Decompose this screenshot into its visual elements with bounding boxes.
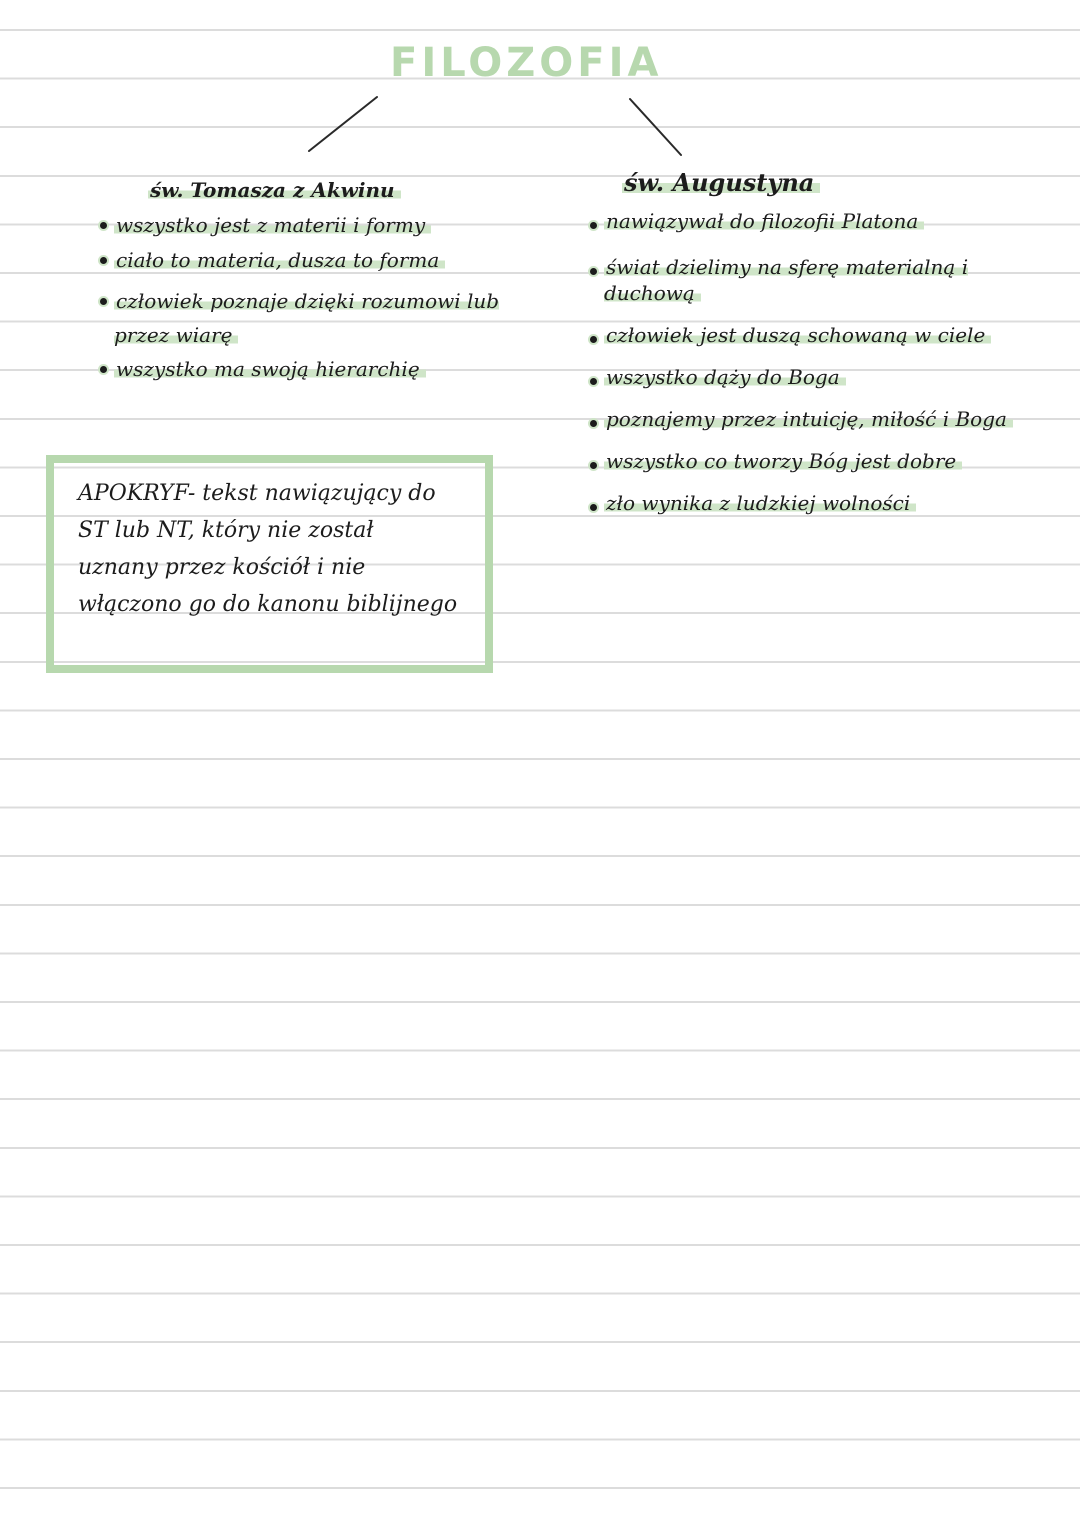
list-item: wszystko jest z materii i formy bbox=[100, 208, 500, 242]
list-item: ciało to materia, dusza to forma bbox=[100, 243, 500, 277]
list-item: człowiek jest duszą schowaną w ciele bbox=[590, 322, 1060, 348]
left-heading-text: św. Tomasza z Akwinu bbox=[148, 178, 401, 202]
list-item: człowiek poznaje dzięki rozumowi lub przez wiarę bbox=[100, 284, 500, 352]
branch-line-left bbox=[309, 97, 377, 151]
list-item: wszystko dąży do Boga bbox=[590, 364, 1060, 390]
page-title: FILOZOFIA bbox=[390, 40, 663, 86]
definition-box bbox=[46, 455, 493, 673]
right-column-list bbox=[590, 208, 1060, 532]
list-item: wszystko co tworzy Bóg jest dobre bbox=[590, 448, 1060, 474]
mind-map-branches bbox=[0, 0, 1080, 200]
branch-line-right bbox=[630, 99, 681, 155]
list-item: nawiązywał do filozofii Platona bbox=[590, 208, 1060, 234]
right-column-heading bbox=[622, 168, 820, 197]
list-item: zło wynika z ludzkiej wolności bbox=[590, 490, 1060, 516]
left-column-list bbox=[100, 208, 500, 386]
left-column-heading bbox=[148, 178, 401, 202]
right-heading-text: św. Augustyna bbox=[622, 168, 820, 197]
list-item: poznajemy przez intuicję, miłość i Boga bbox=[590, 406, 1060, 432]
list-item: wszystko ma swoją hierarchię bbox=[100, 352, 500, 386]
definition-text: APOKRYF- tekst nawiązujący do ST lub NT, który nie został uznany przez kościół i nie włączono go do kanonu biblijnego bbox=[78, 481, 458, 617]
list-item: świat dzielimy na sferę materialną i duchową bbox=[590, 254, 1060, 306]
